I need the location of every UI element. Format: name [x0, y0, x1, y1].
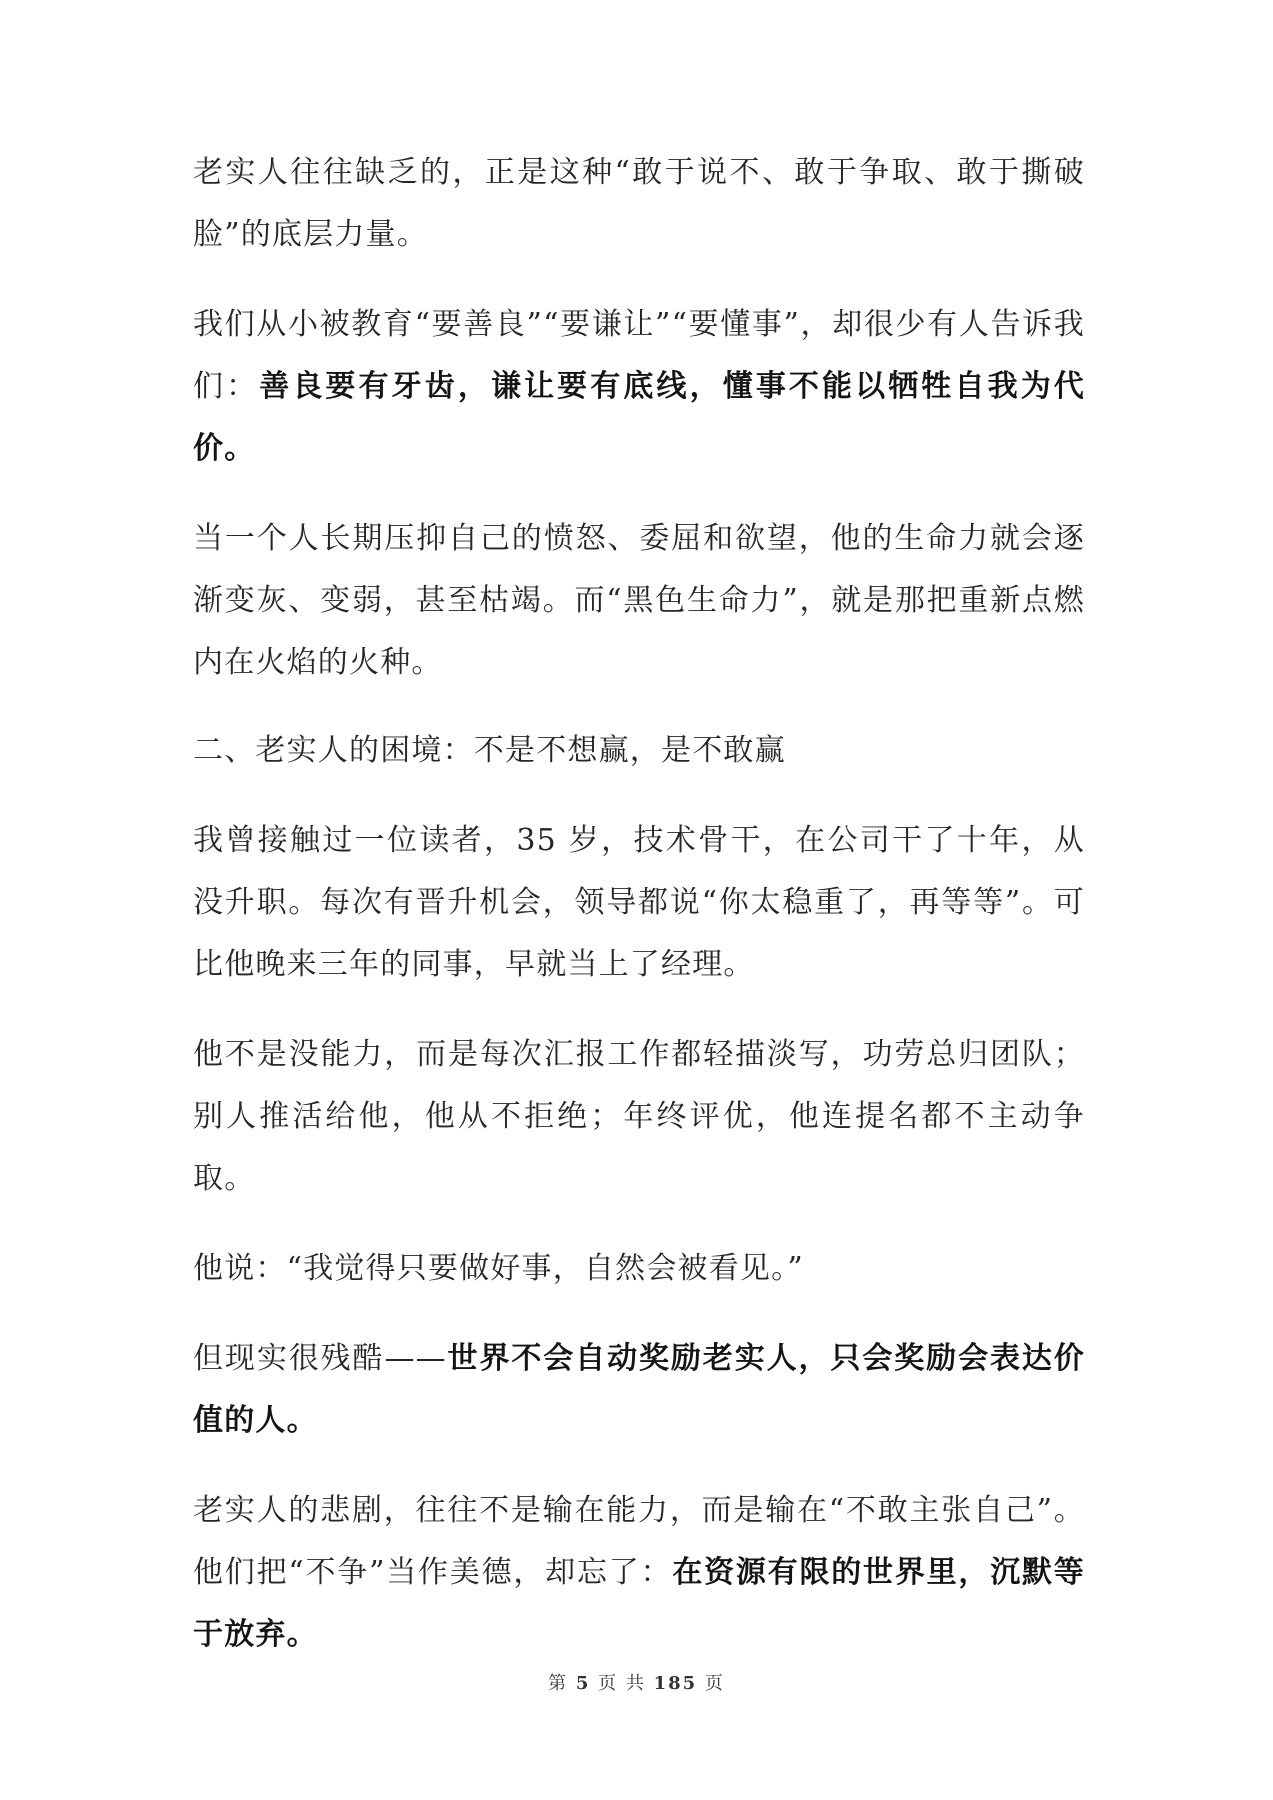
paragraph-5: [193, 810, 1085, 996]
paragraph-6: [193, 1024, 1085, 1210]
paragraph-9-text: 老实人的悲剧，往往不是输在能力，而是输在“不敢主张自己”。他们把“不争”当作美德，却忘了：: [193, 1493, 1085, 1590]
footer-page-number: 5: [575, 1673, 591, 1694]
section-heading-text: 二、老实人的困境：不是不想赢，是不敢赢: [193, 733, 786, 768]
footer-suffix: 页: [704, 1673, 725, 1694]
paragraph-9: [193, 1480, 1085, 1666]
paragraph-1: [193, 142, 1085, 266]
paragraph-6-text: 他不是没能力，而是每次汇报工作都轻描淡写，功劳总归团队；别人推活给他，他从不拒绝；年终评优，他连提名都不主动争取。: [193, 1037, 1085, 1196]
paragraph-8: [193, 1328, 1085, 1452]
paragraph-2-text: 我们从小被教育“要善良”“要谦让”“要懂事”，却很少有人告诉我们：: [193, 307, 1085, 404]
paragraph-9-emphasis: 在资源有限的世界里，沉默等于放弃。: [193, 1555, 1085, 1652]
paragraph-3: [193, 508, 1085, 694]
footer-middle: 页 共: [598, 1673, 646, 1694]
page-footer: [0, 1671, 1273, 1697]
paragraph-5-text: 我曾接触过一位读者，35 岁，技术骨干，在公司干了十年，从没升职。每次有晋升机会，领导都说“你太稳重了，再等等”。可比他晚来三年的同事，早就当上了经理。: [193, 823, 1085, 982]
page-body: [193, 142, 1085, 1666]
section-heading: [193, 720, 1085, 782]
paragraph-8-emphasis: 世界不会自动奖励老实人，只会奖励会表达价值的人。: [193, 1341, 1085, 1438]
paragraph-3-text: 当一个人长期压抑自己的愤怒、委屈和欲望，他的生命力就会逐渐变灰、变弱，甚至枯竭。而“黑色生命力”，就是那把重新点燃内在火焰的火种。: [193, 521, 1085, 680]
footer-total-pages: 185: [653, 1673, 698, 1694]
footer-prefix: 第: [548, 1673, 569, 1694]
paragraph-7: [193, 1238, 1085, 1300]
paragraph-8-text: 但现实很残酷——: [193, 1341, 447, 1376]
paragraph-2-emphasis: 善良要有牙齿，谦让要有底线，懂事不能以牺牲自我为代价。: [193, 369, 1085, 466]
paragraph-7-text: 他说：“我觉得只要做好事，自然会被看见。”: [193, 1251, 804, 1286]
paragraph-1-text: 老实人往往缺乏的，正是这种“敢于说不、敢于争取、敢于撕破脸”的底层力量。: [193, 155, 1085, 252]
paragraph-2: [193, 294, 1085, 480]
